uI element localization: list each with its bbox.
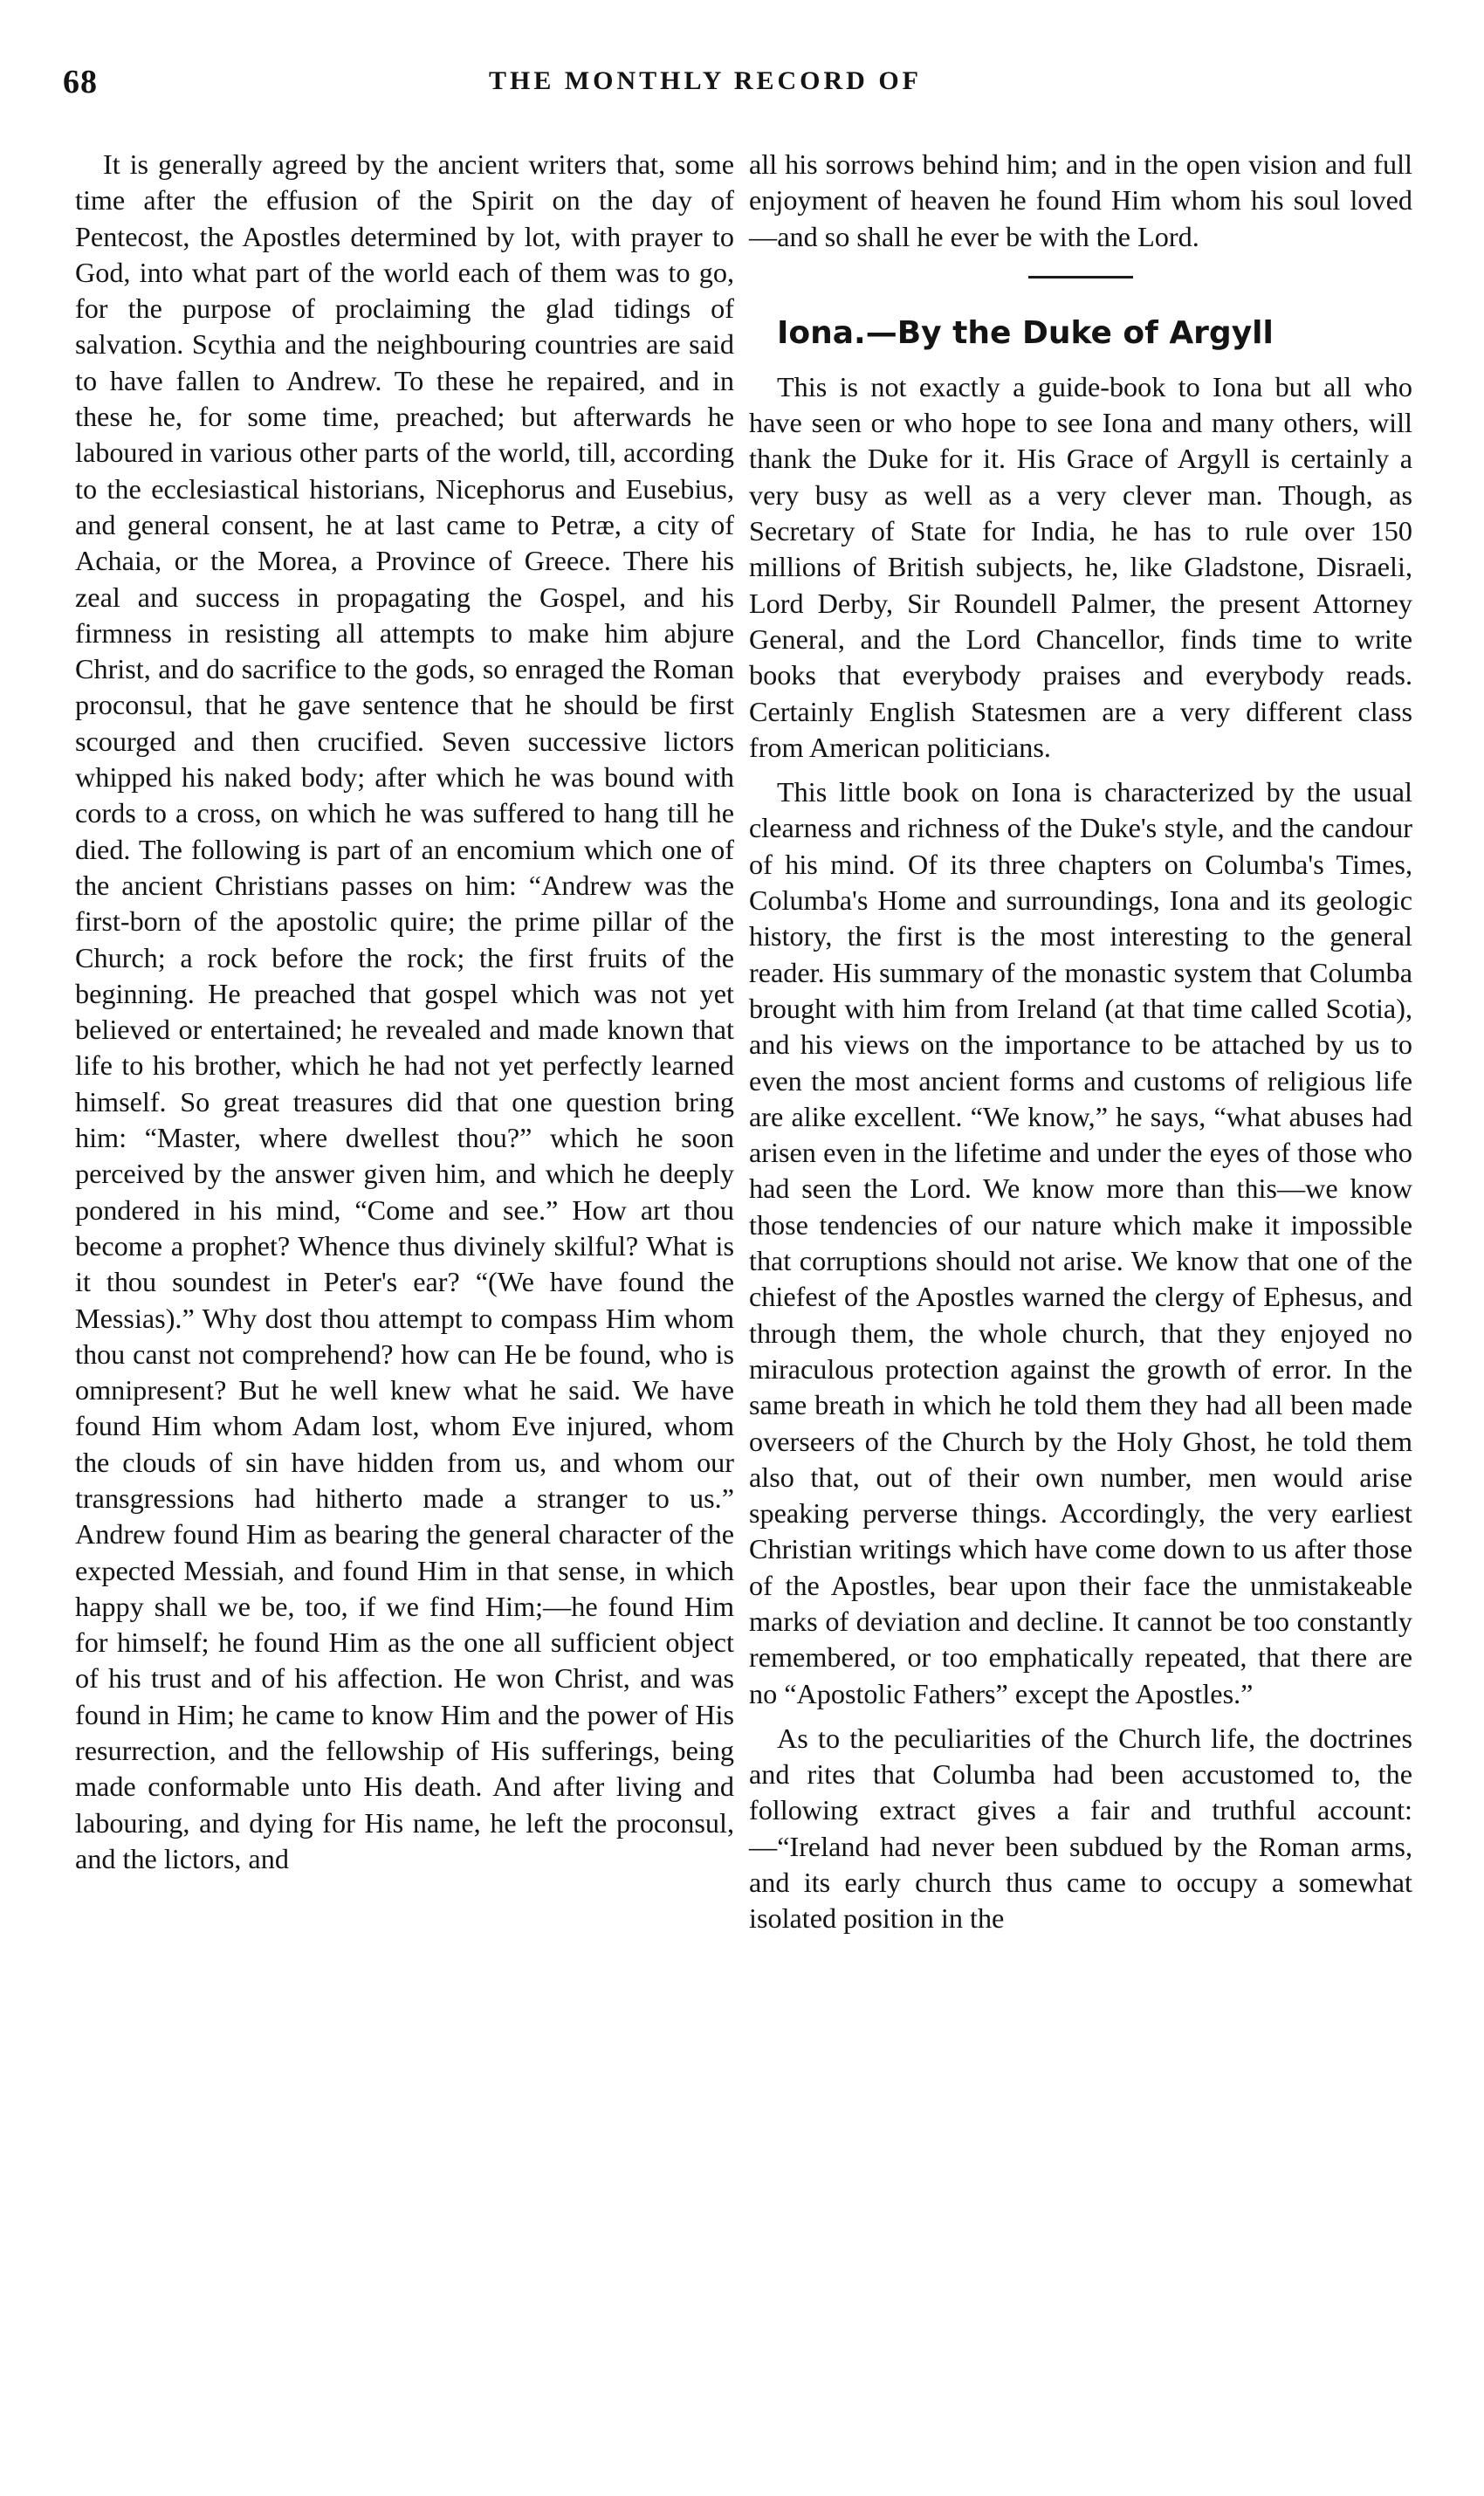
section-divider — [1028, 276, 1133, 278]
paragraph: As to the peculiarities of the Church life, the doctrines and rites that Columba had been accustomed to, the following extract gives a fair and truthful account:—“Ireland had never been subdued by the Roman arms, and its early church thus came to occupy a somewhat isolated position in the — [749, 1722, 1412, 1935]
continuation-paragraph: all his sorrows behind him; and in the open vision and full enjoyment of heaven he found Him whom his soul loved—and so shall he ever be with the Lord. — [749, 148, 1412, 252]
paragraph: It is generally agreed by the ancient writers that, some time after the effusion of the Spirit on the day of Pentecost, the Apostles determined by lot, with prayer to God, into what part of the world each of them was to go, for the purpose of proclaiming the glad tidings of salvation. Scythia and the neighbouring countries are said to have fallen to Andrew. To these he repaired, and in these he, for some time, preached; but afterwards he laboured in various other parts of the world, till, according to the ecclesiastical historians, Nicephorus and Eusebius, and general consent, he at last came to Petræ, a city of Achaia, or the Morea, a Province of Greece. There his zeal and success in propagating the Gospel, and his firmness in resisting all attempts to make him abjure Christ, and do sacrifice to the gods, so enraged the Roman proconsul, that he gave sentence that he should be first scourged and then crucified. Seven successive lictors whipped his naked body; after which he was bound with cords to a cross, on which he was suffered to hang till he died. The following is part of an encomium which one of the ancient Christians passes on him: “Andrew was the first-born of the apostolic quire; the prime pillar of the Church; a rock before the rock; the first fruits of the beginning. He preached that gospel which was not yet believed or entertained; he revealed and made known that life to his brother, which he had not yet perfectly learned himself. So great treasures did that one question bring him: “Master, where dwellest thou?” which he soon perceived by the answer given him, and which he deeply pondered in his mind, “Come and see.” How art thou become a prophet? Whence thus divinely skilful? What is it thou soundest in Peter's ear? “(We have found the Messias).” Why dost thou attempt to compass Him whom thou canst not comprehend? how can He be found, who is omnipresent? But he well knew what he said. We have found Him whom Adam lost, whom Eve injured, whom the clouds of sin have hidden from us, and whom our transgressions had hitherto made a stranger to us.” Andrew found Him as bearing the general character of the expected Messiah, and found Him in that sense, in which happy shall we be, too, if we find Him;—he found Him for himself; he found Him as the one all sufficient object of his trust and of his affection. He won Christ, and was found in Him; he came to know Him and the power of His resurrection, and the fellowship of His sufferings, being made conformable unto His death. And after living and labouring, and dying for His name, he left the proconsul, and the lictors, and — [75, 148, 734, 1874]
left-column — [75, 147, 734, 1886]
right-column — [749, 147, 1412, 1946]
running-head: THE MONTHLY RECORD OF — [489, 66, 922, 95]
paragraph: This little book on Iona is characterized by the usual clearness and richness of the Duke's style, and the candour of his mind. Of its three chapters on Columba's Times, Columba's Home and surroundings, Iona and its geologic history, the first is the most interesting to the general reader. His summary of the monastic system that Columba brought with him from Ireland (at that time called Scotia), and his views on the importance to be attached by us to even the most ancient forms and customs of religious life are alike excellent. “We know,” he says, “what abuses had arisen even in the lifetime and under the eyes of those who had seen the Lord. We know more than this—we know those tendencies of our nature which make it impossible that corruptions should not arise. We know that one of the chiefest of the Apostles warned the clergy of Ephesus, and through them, the whole church, that they enjoyed no miraculous protection against the growth of error. In the same breath in which he told them they had all been made overseers of the Church by the Holy Ghost, he told them also that, out of their own number, men would arise speaking perverse things. Accordingly, the very earliest Christian writings which have come down to us after those of the Apostles, bear upon their face the unmistakeable marks of deviation and decline. It cannot be too constantly remembered, or too emphatically repeated, that there are no “Apostolic Fathers” except the Apostles.” — [749, 776, 1412, 1709]
page-number: 68 — [63, 64, 98, 100]
paragraph: This is not exactly a guide-book to Iona but all who have seen or who hope to see Iona and many others, will thank the Duke for it. His Grace of Argyll is certainly a very busy as well as a very clever man. Though, as Secretary of State for India, he has to rule over 150 millions of British subjects, he, like Gladstone, Disraeli, Lord Derby, Sir Roundell Palmer, the present Attorney General, and the Lord Chancellor, finds time to write books that everybody praises and everybody reads. Certainly English Statesmen are a very different class from American politicians. — [749, 370, 1412, 763]
article-title: Iona.—By the Duke of Argyll — [777, 314, 1274, 351]
